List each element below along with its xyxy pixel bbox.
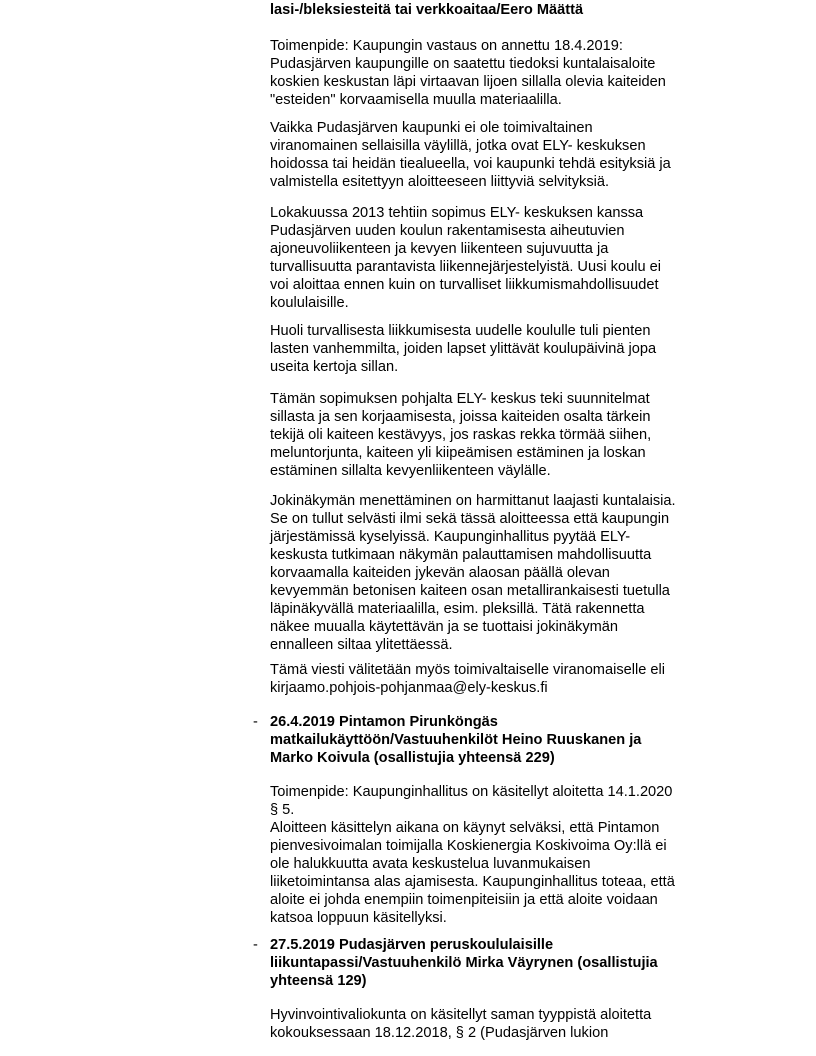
paragraph-agreement: Lokakuussa 2013 tehtiin sopimus ELY- keskuksen kanssa Pudasjärven uuden koulun rakentamisesta aiheutuvien ajoneuvoliikenteen ja kevyen liikenteen sujuvuutta ja turvallisuutta parantavista liikennejärjestelyistä. Uusi koulu ei voi aloittaa ennen kuin on turvalliset liikkumismahdollisuudet koululaisille.: [270, 205, 661, 311]
initiative-action: Hyvinvointivaliokunta on käsitellyt saman tyyppistä aloitetta kokouksessaan 18.12.2018, § 2 (Pudasjärven lukion: [270, 1007, 652, 1041]
list-bullet: -: [253, 714, 258, 730]
initiative-item: [253, 936, 690, 990]
initiative-item: [253, 713, 690, 767]
paragraph-authority: Vaikka Pudasjärven kaupunki ei ole toimivaltainen viranomainen sellaisilla väylillä, jotka ovat ELY- keskuksen hoidossa tai heidän tiealueella, voi kaupunki tehdä esityksiä ja valmistella esitettyyn aloitteeseen liittyviä selvityksiä.: [270, 120, 671, 190]
initiative-title: 27.5.2019 Pudasjärven peruskoululaisille liikuntapassi/Vastuuhenkilö Mirka Väyrynen (osallistujia yhteensä 129): [270, 937, 658, 989]
paragraph-plans: Tämän sopimuksen pohjalta ELY- keskus teki suunnitelmat sillasta ja sen korjaamisesta, joissa kaiteiden osalta tärkein tekijä oli kaiteen kestävyys, jos raskas rekka törmää siihen, meluntorjunta, kaiteen yli kiipeämisen estäminen ja loskan estäminen sillalta kevyenliikenteen väylälle.: [270, 391, 652, 479]
paragraph-action: Toimenpide: Kaupungin vastaus on annettu 18.4.2019: Pudasjärven kaupungille on saatettu tiedoksi kuntalaisaloite koskien keskustan läpi virtaavan lijoen sillalla olevia kaiteiden "esteiden" korvaamisella muulla materiaalilla.: [270, 38, 666, 108]
paragraph-river-view: Jokinäkymän menettäminen on harmittanut laajasti kuntalaisia. Se on tullut selvästi ilmi sekä tässä aloitteessa että kaupungin järjestämissä kyselyissä. Kaupunginhallitus pyytää ELY-keskusta tutkimaan näkymän palauttamisen mahdollisuutta korvaamalla kaiteiden jykevän alaosan päällä olevan kevyemmän betonisen kaiteen osan metallirankaisesti tuetulla läpinäkyvällä materiaalilla, esim. pleksillä. Tätä rakennetta näkee muualla käytettävän ja se tuottaisi jokinäkymän ennalleen siltaa ylitettäessä.: [270, 493, 676, 653]
paragraph-safety: Huoli turvallisesta liikkumisesta uudelle koululle tuli pienten lasten vanhemmilta, joiden lapset ylittävät koulupäivinä jopa useita kertoja sillan.: [270, 323, 657, 375]
paragraph-forwarded: Tämä viesti välitetään myös toimivaltaiselle viranomaiselle eli kirjaamo.pohjois-pohjanmaa@ely-keskus.fi: [270, 662, 665, 696]
initiative-title: 26.4.2019 Pintamon Pirunköngäs matkailukäyttöön/Vastuuhenkilöt Heino Ruuskanen ja Marko Koivula (osallistujia yhteensä 229): [270, 714, 642, 766]
list-bullet: -: [253, 937, 258, 953]
initiative-action: Toimenpide: Kaupunginhallitus on käsitellyt aloitetta 14.1.2020 § 5. Aloitteen käsittelyn aikana on käynyt selväksi, että Pintamon pienvesivoimalan toimijalla Koskienergia Koskivoima Oy:llä ei ole halukkuutta avata keskustelua luvanmukaisen liiketoimintansa alas ajamisesta. Kaupunginhallitus toteaa, että aloite ei johda enempiin toimenpiteisiin ja että aloite voidaan katsoa loppuun käsitellyksi.: [270, 784, 675, 926]
section-heading: lasi-/bleksiesteitä tai verkkoaitaa/Eero Määttä: [270, 2, 584, 18]
